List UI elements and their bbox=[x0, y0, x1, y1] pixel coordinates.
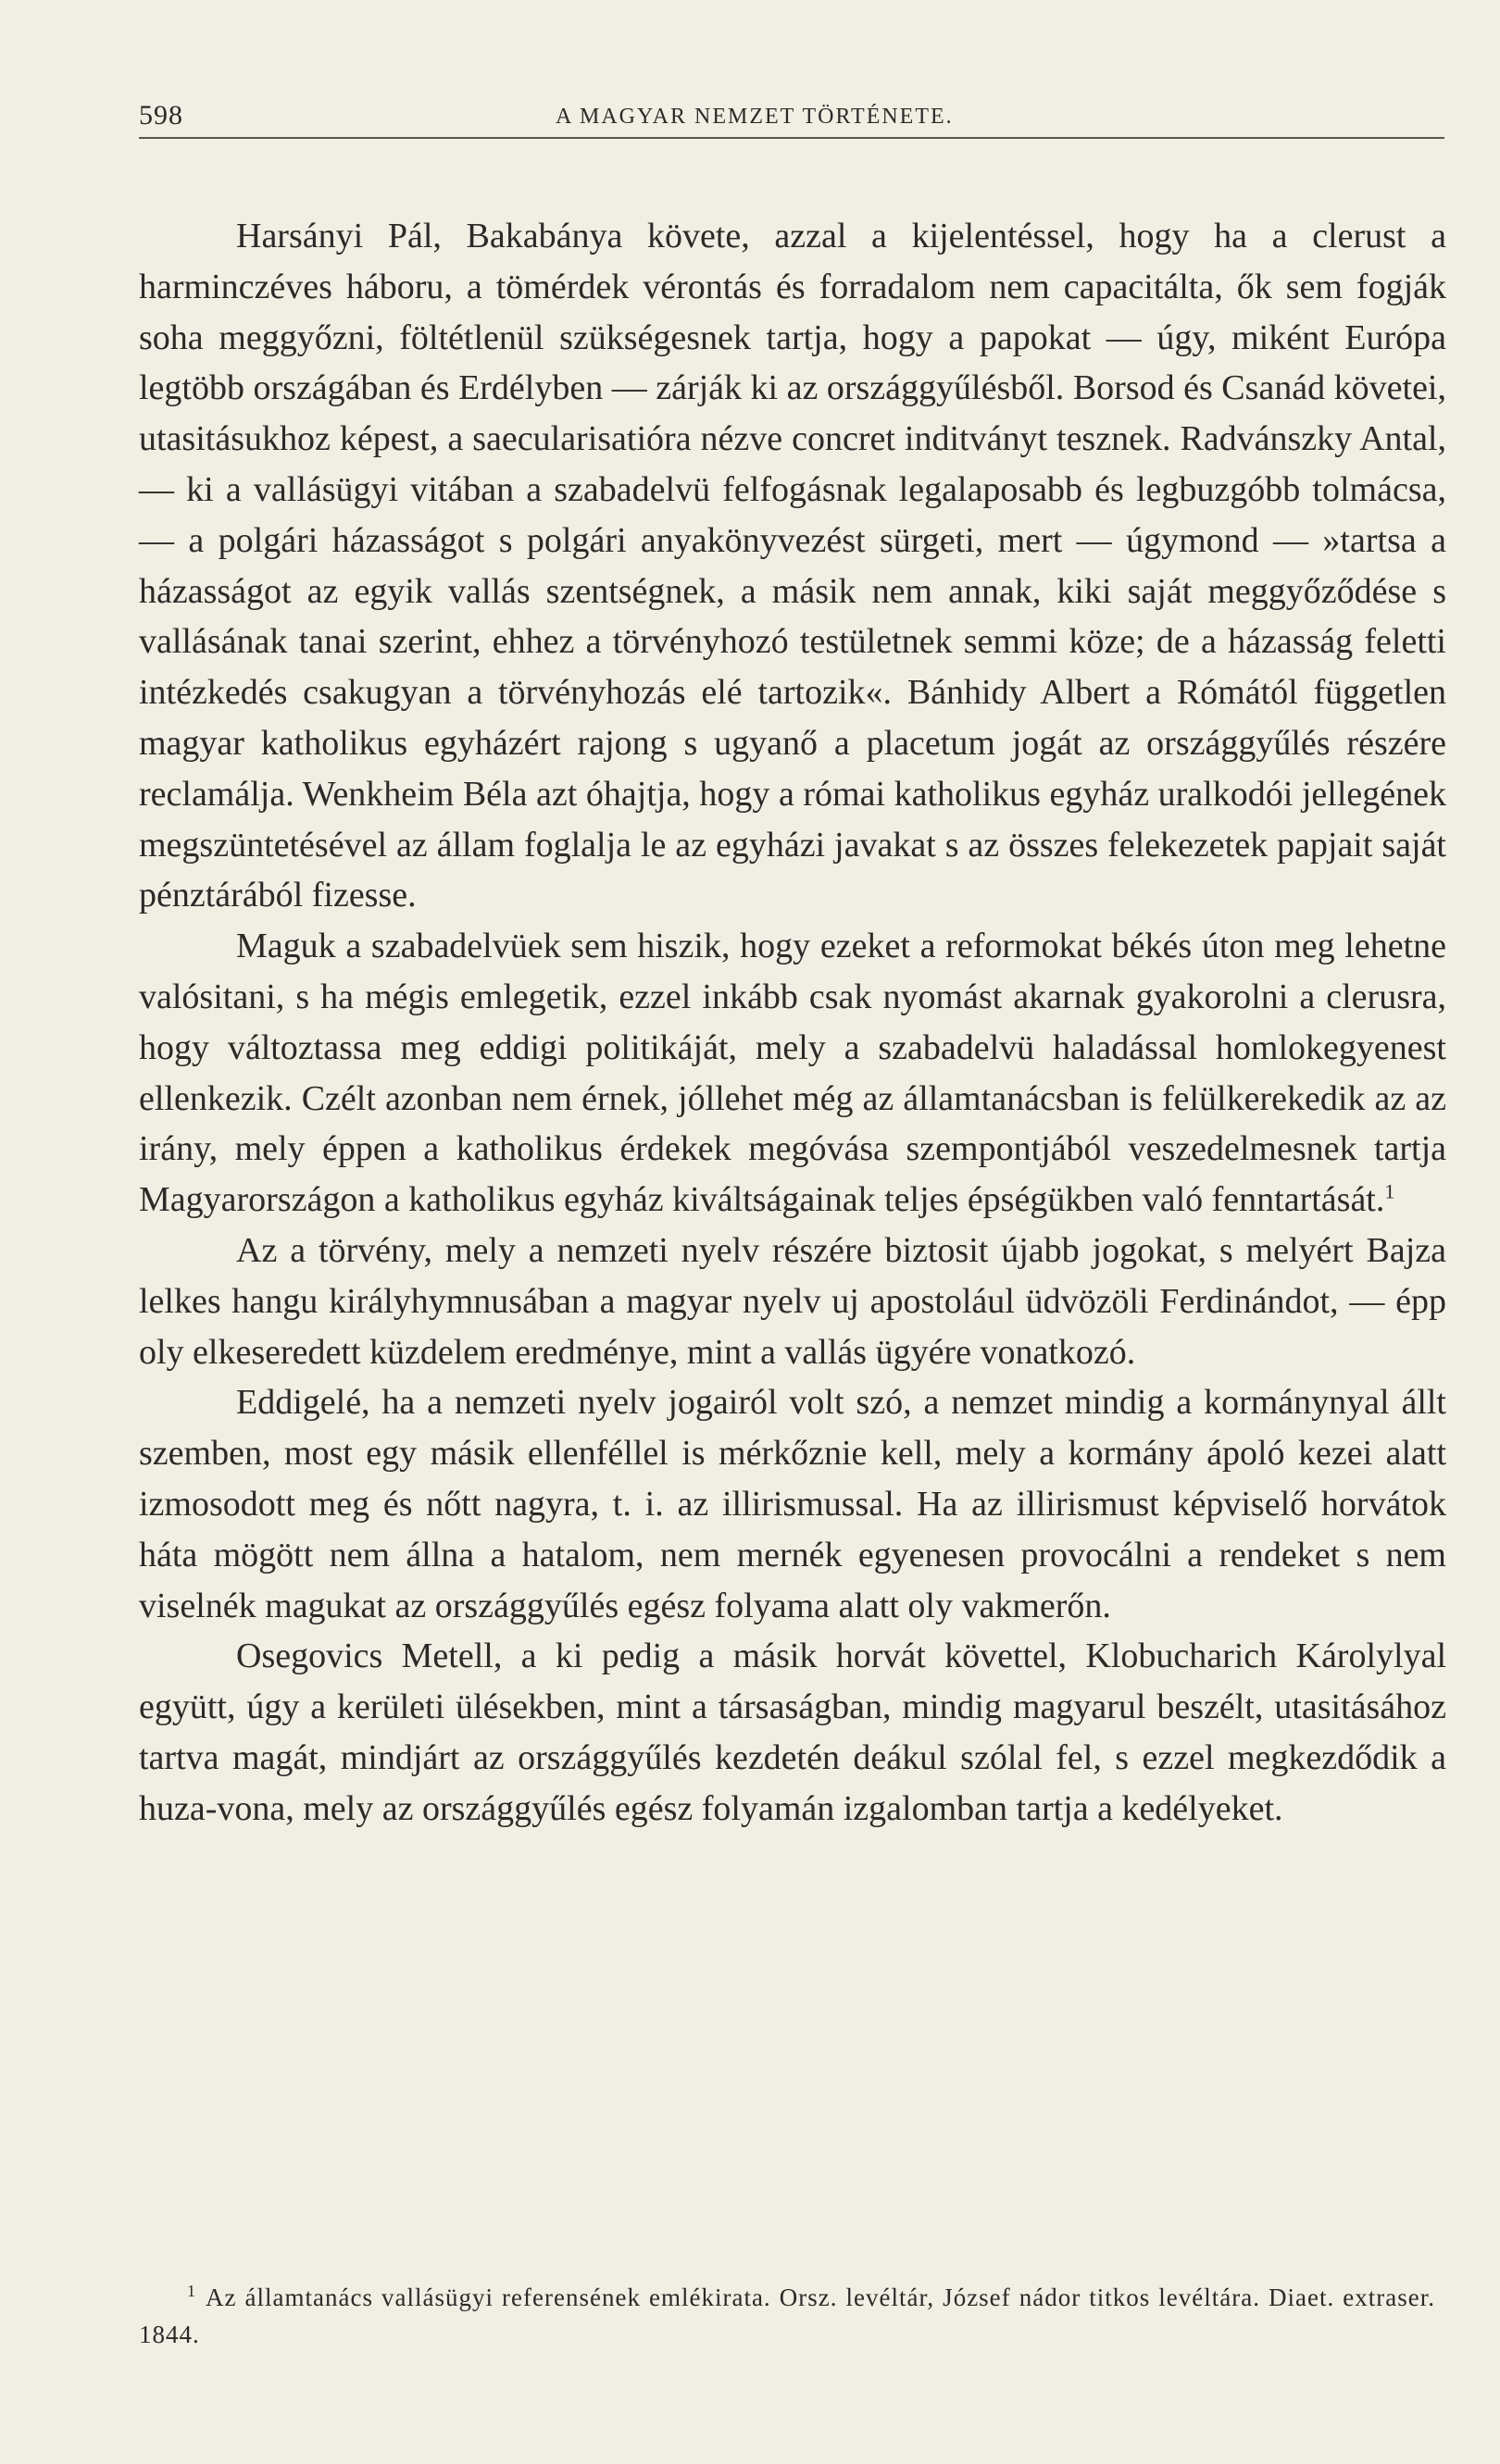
page-number: 598 bbox=[139, 100, 183, 131]
paragraph-1: Harsányi Pál, Bakabánya követe, azzal a kijelentéssel, hogy ha a clerust a harminczéves háboru, a tömérdek vérontás és forradalom nem capacitálta, ők sem fogják soha meggyőzni, föltétlenül szükségesnek tartja, hogy a papokat — úgy, miként Európa legtöbb országában és Erdélyben — zárják ki az országgyűlésből. Borsod és Csanád követei, utasitásukhoz képest, a saecularisatióra nézve concret inditványt tesznek. Radvánszky Antal, — ki a vallásügyi vitában a szabadelvü felfogásnak legalaposabb és legbuzgóbb tolmácsa, — a polgári házasságot s polgári anyakönyvezést sürgeti, mert — úgymond — »tartsa a házasságot az egyik vallás szentségnek, a másik nem annak, kiki saját meggyőződése s vallásának tanai szerint, ehhez a törvényhozó testületnek semmi köze; de a házasság feletti intézkedés csakugyan a törvényhozás elé tartozik«. Bánhidy Albert a Rómától független magyar katholikus egyházért rajong s ugyanő a placetum jogát az országgyűlés részére reclamálja. Wenkheim Béla azt óhajtja, hogy a római katholikus egyház uralkodói jellegének megszüntetésével az állam foglalja le az egyházi javakat s az összes felekezetek papjait saját pénztárából fizesse. bbox=[139, 217, 1446, 915]
paragraph-5: Osegovics Metell, a ki pedig a másik horvát követtel, Klobucharich Károlylyal együtt, úgy a kerületi ülésekben, mint a társaságban, mindig magyarul beszélt, utasitásához tartva magát, mindjárt az országgyűlés kezdetén deákul szólal fel, s ezzel megkezdődik a huza-vona, mely az országgyűlés egész folyamán izgalomban tartja a kedélyeket. bbox=[139, 1636, 1446, 1828]
body-text bbox=[139, 211, 1446, 1835]
footnote bbox=[139, 2279, 1435, 2353]
footnote-mark: 1 bbox=[187, 2282, 196, 2300]
footnote-reference: 1 bbox=[1384, 1179, 1395, 1203]
running-title: A MAGYAR NEMZET TÖRTÉNETE. bbox=[556, 105, 954, 129]
footnote-text: Az államtanács vallásügyi referensének emlékirata. Orsz. levéltár, József nádor titkos levéltára. Diaet. extraser. 1844. bbox=[139, 2284, 1435, 2348]
paragraph-3: Az a törvény, mely a nemzeti nyelv részére biztosit újabb jogokat, s melyért Bajza lelkes hangu királyhymnusában a magyar nyelv uj apostolául üdvözöli Ferdinándot, — épp oly elkeseredett küzdelem eredménye, mint a vallás ügyére vonatkozó. bbox=[139, 1230, 1446, 1372]
paragraph-4: Eddigelé, ha a nemzeti nyelv jogairól volt szó, a nemzet mindig a kormánynyal állt szemben, most egy másik ellenféllel is mérkőznie kell, mely a kormány ápoló kezei alatt izmosodott meg és nőtt nagyra, t. i. az illirismussal. Ha az illirismust képviselő horvátok háta mögött nem állna a hatalom, nem mernék egyenesen provocálni a rendeket s nem viselnék magukat az országgyűlés egész folyama alatt oly vakmerőn. bbox=[139, 1383, 1446, 1625]
paragraph-2 bbox=[139, 921, 1446, 1226]
running-head bbox=[139, 96, 1444, 139]
paragraph-2-text: Maguk a szabadelvüek sem hiszik, hogy ezeket a reformokat békés úton meg lehetne valósitani, s ha mégis emlegetik, ezzel inkább csak nyomást akarnak gyakorolni a clerusra, hogy változtassa meg eddigi politikáját, mely a szabadelvü haladással homlokegyenest ellenkezik. Czélt azonban nem érnek, jóllehet még az államtanácsban is felülkerekedik az az irány, mely éppen a katholikus érdekek megóvása szempontjából veszedelmesnek tartja Magyarországon a katholikus egyház kiváltságainak teljes épségükben való fenntartását. bbox=[139, 927, 1446, 1220]
